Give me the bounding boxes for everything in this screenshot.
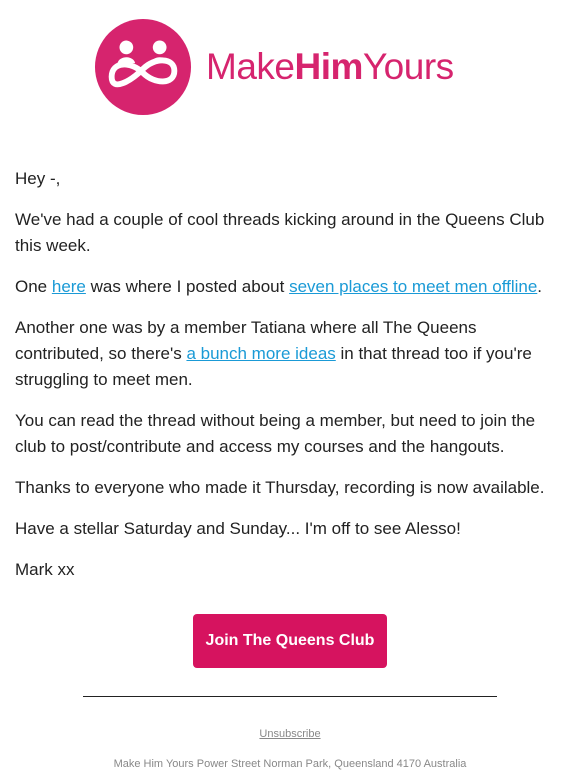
footer-address: Make Him Yours Power Street Norman Park, Queensland 4170 Australia [113, 758, 467, 770]
email-body [15, 166, 565, 598]
bunch-more-ideas-link[interactable]: a bunch more ideas [186, 344, 336, 363]
signoff: Mark xx [15, 560, 75, 579]
text: was where I posted about [85, 277, 290, 296]
footer-divider [83, 696, 497, 697]
brand-name-part: Yours [362, 46, 454, 87]
here-link[interactable]: here [51, 277, 86, 296]
paragraph-6: Have a stellar Saturday and Sunday... I'm off to see Alesso! [15, 519, 461, 538]
join-queens-club-button[interactable]: Join The Queens Club [193, 614, 387, 668]
paragraph-4: You can read the thread without being a member, but need to join the club to post/contribute and access my courses and the hangouts. [15, 411, 536, 456]
text: . [537, 277, 543, 296]
brand-name-bold: Him [294, 46, 363, 87]
unsubscribe-link[interactable]: Unsubscribe [259, 728, 321, 740]
paragraph-2 [15, 274, 565, 300]
text: One [15, 277, 52, 296]
paragraph-1: We've had a couple of cool threads kicking around in the Queens Club this week. [15, 210, 545, 255]
unsubscribe-container [0, 726, 580, 742]
text: in that thread too if you're struggling to meet men. [15, 344, 532, 389]
email-header [0, 0, 580, 130]
paragraph-3 [15, 315, 565, 393]
seven-places-link[interactable]: seven places to meet men offline [289, 277, 538, 296]
cta-container [0, 614, 580, 668]
infinity-couple-icon [94, 18, 192, 116]
brand-name-part: Make [206, 46, 295, 87]
greeting: Hey -, [15, 169, 61, 188]
paragraph-5: Thanks to everyone who made it Thursday, recording is now available. [15, 478, 545, 497]
text: Another one was by a member Tatiana where all The Queens contributed, so there's [15, 318, 477, 363]
brand-logo-text [206, 44, 454, 90]
